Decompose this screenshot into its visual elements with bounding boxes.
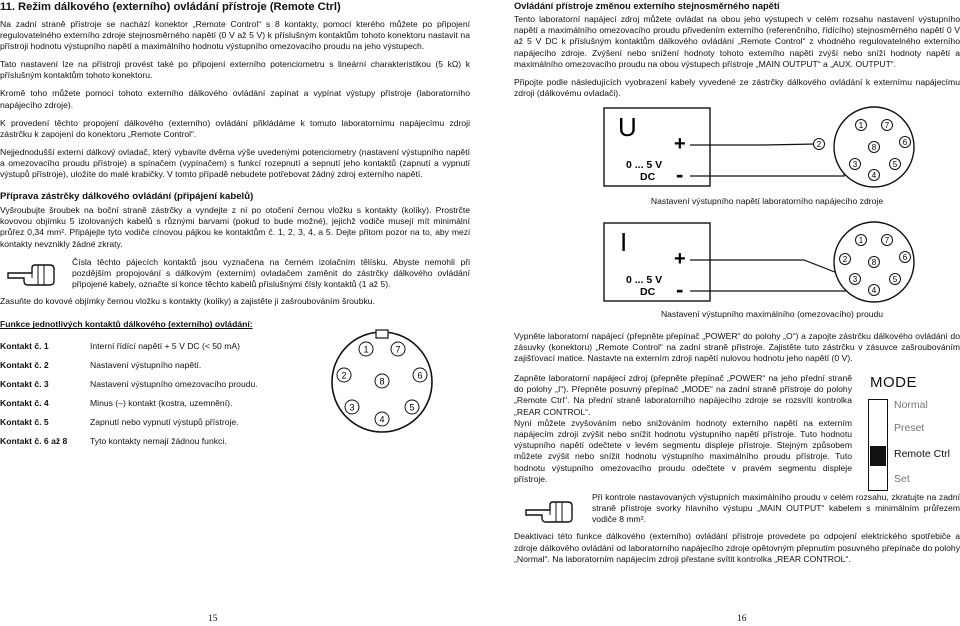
connector-pinout-diagram bbox=[322, 327, 442, 437]
page-number-left: 15 bbox=[208, 614, 218, 624]
svg-text:7: 7 bbox=[884, 121, 890, 131]
pin-3 bbox=[345, 400, 359, 414]
svg-text:1: 1 bbox=[858, 121, 864, 131]
svg-text:4: 4 bbox=[379, 414, 385, 425]
pin-1 bbox=[359, 342, 373, 356]
short-circuit-note: Při kontrole nastavovaných výstupních maximálního proudu v celém rozsahu, zkratujte na zadní straně přístroje svorky hlavního výstupu „MAIN OUTPUT“ kabelem s minimálním průřezem vodiče 8 mm². bbox=[514, 492, 960, 526]
page-number-right: 16 bbox=[737, 614, 747, 624]
intro-paragraph: Na zadní straně přístroje se nachází konektor „Remote Control“ s 8 kontakty, pomocí kterého můžete po připojení regulovatelného externího zdroje stejnosměrného napětí (0 V až 5 V) k příslušným kontaktům tohoto konektoru nastavit na přístroji hodnotu výstupního napětí a maximálního hodnotu výstupního omezovacího proudu na jeho výstupech. bbox=[0, 18, 470, 51]
connect-paragraph: Připojte podle následujících vyobrazení kabely vyvedené ze zástrčky dálkového ovládání k externímu napájecímu zdroji (dálkovému ovladači). bbox=[514, 76, 960, 99]
pin-row: Kontakt č. 6 až 8 Tyto kontakty nemají žádnou funkci. bbox=[0, 435, 227, 446]
left-page bbox=[0, 0, 470, 451]
svg-text:8: 8 bbox=[379, 376, 385, 387]
svg-text:1: 1 bbox=[363, 344, 369, 355]
svg-text:8: 8 bbox=[871, 258, 877, 268]
contact-number-note: Čísla těchto pájecích kontaktů jsou vyznačena na černém izolačním tělísku. Abyste nemohli při pozdějším propojování s dálkovým (externím) ovladačem zaměnit do zástrčky dálkového ovládání připojené kabely, označte si konce těchto kabelů příslušnými čísly kontaktů (1 až 5). bbox=[0, 257, 470, 291]
current-wiring-figure bbox=[514, 221, 960, 305]
simple-remote-paragraph: Nejjednodušší externí dálkový ovladač, který vybavíte dvěma výše uvedenými potenciometry (nastavení výstupního napětí a omezovacího proudu přístroje) a spínačem (vypínačem) s funkcí rozepnutí a sepnutí jeho kontaktů (zapnutí a vypnutí výstupů přístroje), uložíte do malé krabičky. V tomto případě nebudete potřebovat žádný zdroj externího napětí. bbox=[0, 147, 470, 180]
svg-text:+: + bbox=[674, 248, 686, 271]
voltage-symbol: U bbox=[618, 112, 637, 143]
mode-option-set: Set bbox=[894, 472, 910, 485]
svg-text:5: 5 bbox=[892, 160, 898, 170]
svg-text:1: 1 bbox=[858, 236, 864, 246]
hand-pointer-icon bbox=[524, 496, 584, 526]
svg-text:-: - bbox=[676, 277, 684, 303]
svg-text:3: 3 bbox=[852, 275, 858, 285]
mode-section bbox=[514, 373, 960, 485]
contacts-function-heading: Funkce jednotlivých kontaktů dálkového (externího) ovládání: bbox=[0, 319, 253, 330]
svg-text:6: 6 bbox=[902, 253, 908, 263]
adjust-paragraph: Nyní můžete zvyšováním nebo snižováním hodnoty externího napětí na externím napájecím zdroji zvýšit nebo snížit hodnotu výstupního napětí přístroje. Tuto hodnotu výstupního napětí odečtete v levém segmentu displeje přístroje. Stejným způsobem můžete zvýšit nebo snížit hodnotu výstupního maximálního proudu přístroje. Tuto hodnotu výstupního omezovacího proudu odečtete v pravém segmentu displeje přístroje. bbox=[514, 417, 852, 484]
svg-text:4: 4 bbox=[871, 286, 877, 296]
svg-text:0 ... 5 V: 0 ... 5 V bbox=[626, 159, 663, 172]
external-voltage-paragraph: Tento laboratorní napájecí zdroj můžete ovládat na obou jeho výstupech v celém rozsahu nastavení výstupního napětí a maximálního omezovacího proudu přivedením externího (referenčního, řídícího) stejnosměrného napětí 0 V až 5 V DC k příslušným kontaktům dálkového ovládání „Remote Control“ z vhodného regulovatelného externího napájecího zdroje. Zvýšení nebo snížení hodnoty tohoto externího napětí zvýší nebo sníží hodnoty napětí a maximálního omezovacího proudu na obou výstupech přístroje „MAIN OUTPUT“ a „AUX. OUTPUT“. bbox=[514, 14, 960, 69]
pin-row: Kontakt č. 3 Nastavení výstupního omezovacího proudu. bbox=[0, 378, 258, 389]
svg-text:8: 8 bbox=[871, 143, 877, 153]
pin-5 bbox=[405, 400, 419, 414]
pin-row: Kontakt č. 5 Zapnutí nebo vypnutí výstupů přístroje. bbox=[0, 416, 239, 427]
svg-text:3: 3 bbox=[852, 160, 858, 170]
potentiometer-paragraph: Tato nastavení lze na přístroji provést také po připojení externího potenciometru s lineární charakteristikou (5 kΩ) k příslušným kontaktům tohoto konektoru. bbox=[0, 59, 470, 81]
pin-list bbox=[0, 337, 470, 451]
deactivation-paragraph: Deaktivaci této funkce dálkového (externího) ovládání přístroje provedete po odpojení elektrického spotřebiče a zdroje dálkového ovládání od laboratorního napájecího zdroje opětovným přepnutím posuvného přepínače do polohy „Normal“. Na laboratorním napájecím zdroji přestane svítit kontrolka „REAR CONTROL“. bbox=[514, 531, 960, 564]
section-title: 11. Režim dálkového (externího) ovládání přístroje (Remote Ctrl) bbox=[0, 1, 341, 13]
svg-text:6: 6 bbox=[417, 370, 423, 381]
mode-slider-knob bbox=[870, 446, 886, 466]
mode-option-normal: Normal bbox=[894, 398, 928, 411]
plug-paragraph: K provedení těchto propojení dálkového (externího) ovládání přikládáme k tomuto laboratornímu napájecímu zdroji zástrčku k zapojení do konektoru „Remote Control“. bbox=[0, 117, 470, 139]
insert-paragraph: Zasuňte do kovové objímky černou vložku s kontakty (kolíky) a zajistěte ji zašroubováním šroubku. bbox=[0, 296, 375, 307]
pin-2 bbox=[337, 368, 351, 382]
voltage-wiring-figure bbox=[514, 106, 960, 190]
svg-text:3: 3 bbox=[349, 402, 355, 413]
pin-row: Kontakt č. 2 Nastavení výstupního napětí. bbox=[0, 359, 202, 370]
current-symbol: I bbox=[620, 227, 628, 258]
pin-row: Kontakt č. 1 Interní řídící napětí + 5 V DC (< 50 mA) bbox=[0, 340, 240, 351]
switching-paragraph: Kromě toho můžete pomocí tohoto externího dálkového ovládání zapínat a vypínat výstupy přístroje (laboratorního napájecího zdroje). bbox=[0, 88, 470, 110]
pin-8 bbox=[375, 374, 389, 388]
mode-option-remote-ctrl: Remote Ctrl bbox=[894, 447, 951, 460]
voltage-figure-caption: Nastavení výstupního napětí laboratorního napájecího zdroje bbox=[650, 196, 884, 207]
plug-preparation-paragraph: Vyšroubujte šroubek na boční straně zástrčky a vyndejte z ní po otočení černou vložku s kontakty (kolíky). Prostrčte kovovou objímku 5 izolovaných kabelů s různými barvami (pokud to bude možné), jejichž vodiče musejí mít minimální průřez 0,34 mm². Připájejte tyto vodiče cínovou pájkou ke kontaktům č. 1, 2, 3, 4, a 5. Dejte přitom pozor na to, aby mezi kontakty nevznikly žádné zkraty. bbox=[0, 205, 470, 249]
svg-text:5: 5 bbox=[892, 275, 898, 285]
power-on-paragraph: Zapněte laboratorní napájecí zdroj (přepněte přepínač „POWER“ na jeho přední straně do polohy „I“). Přepněte posuvný přepínač „MODE“ na zadní straně přístroje do polohy „Remote Ctrl“. Na přední straně laboratorního napájecího zdroje se rozsvítí kontrolka „REAR CONTROL“. bbox=[514, 373, 852, 417]
svg-text:0 ... 5 V: 0 ... 5 V bbox=[626, 274, 663, 287]
power-off-paragraph: Vypněte laboratorní napájecí (přepněte přepínač „POWER“ do polohy „O“) a zapojte zástrčku dálkového ovládání do zásuvky (konektoru) „Remote Control“ na zadní straně přístroje. Zajistěte tuto zástrčku v zásuvce zašroubováním zajišťovací matice. Nastavte na externím zdroji napětí nulovou hodnotu jeho napětí (0 V). bbox=[514, 330, 960, 363]
svg-text:2: 2 bbox=[816, 140, 822, 150]
svg-text:2: 2 bbox=[341, 370, 347, 381]
svg-text:+: + bbox=[674, 133, 686, 156]
mode-title: MODE bbox=[870, 374, 917, 392]
pin-7 bbox=[391, 342, 405, 356]
svg-text:2: 2 bbox=[842, 255, 848, 265]
mode-option-preset: Preset bbox=[894, 421, 925, 434]
current-figure-caption: Nastavení výstupního maximálního (omezovacího) proudu bbox=[660, 309, 884, 320]
mode-switch-diagram bbox=[866, 373, 960, 493]
right-page bbox=[514, 0, 960, 572]
plug-preparation-heading: Příprava zástrčky dálkového ovládání (připájení kabelů) bbox=[0, 190, 254, 202]
svg-text:DC: DC bbox=[640, 286, 656, 299]
svg-text:4: 4 bbox=[871, 171, 877, 181]
external-voltage-heading: Ovládání přístroje změnou externího stejnosměrného napětí bbox=[514, 1, 780, 11]
svg-text:7: 7 bbox=[395, 344, 401, 355]
pin-6 bbox=[413, 368, 427, 382]
svg-text:5: 5 bbox=[409, 402, 415, 413]
svg-text:6: 6 bbox=[902, 138, 908, 148]
pin-4 bbox=[375, 412, 389, 426]
hand-pointer-icon bbox=[6, 259, 66, 289]
svg-text:7: 7 bbox=[884, 236, 890, 246]
svg-text:DC: DC bbox=[640, 171, 656, 184]
pin-row: Kontakt č. 4 Minus (–) kontakt (kostra, uzemnění). bbox=[0, 397, 233, 408]
svg-text:-: - bbox=[676, 162, 684, 188]
